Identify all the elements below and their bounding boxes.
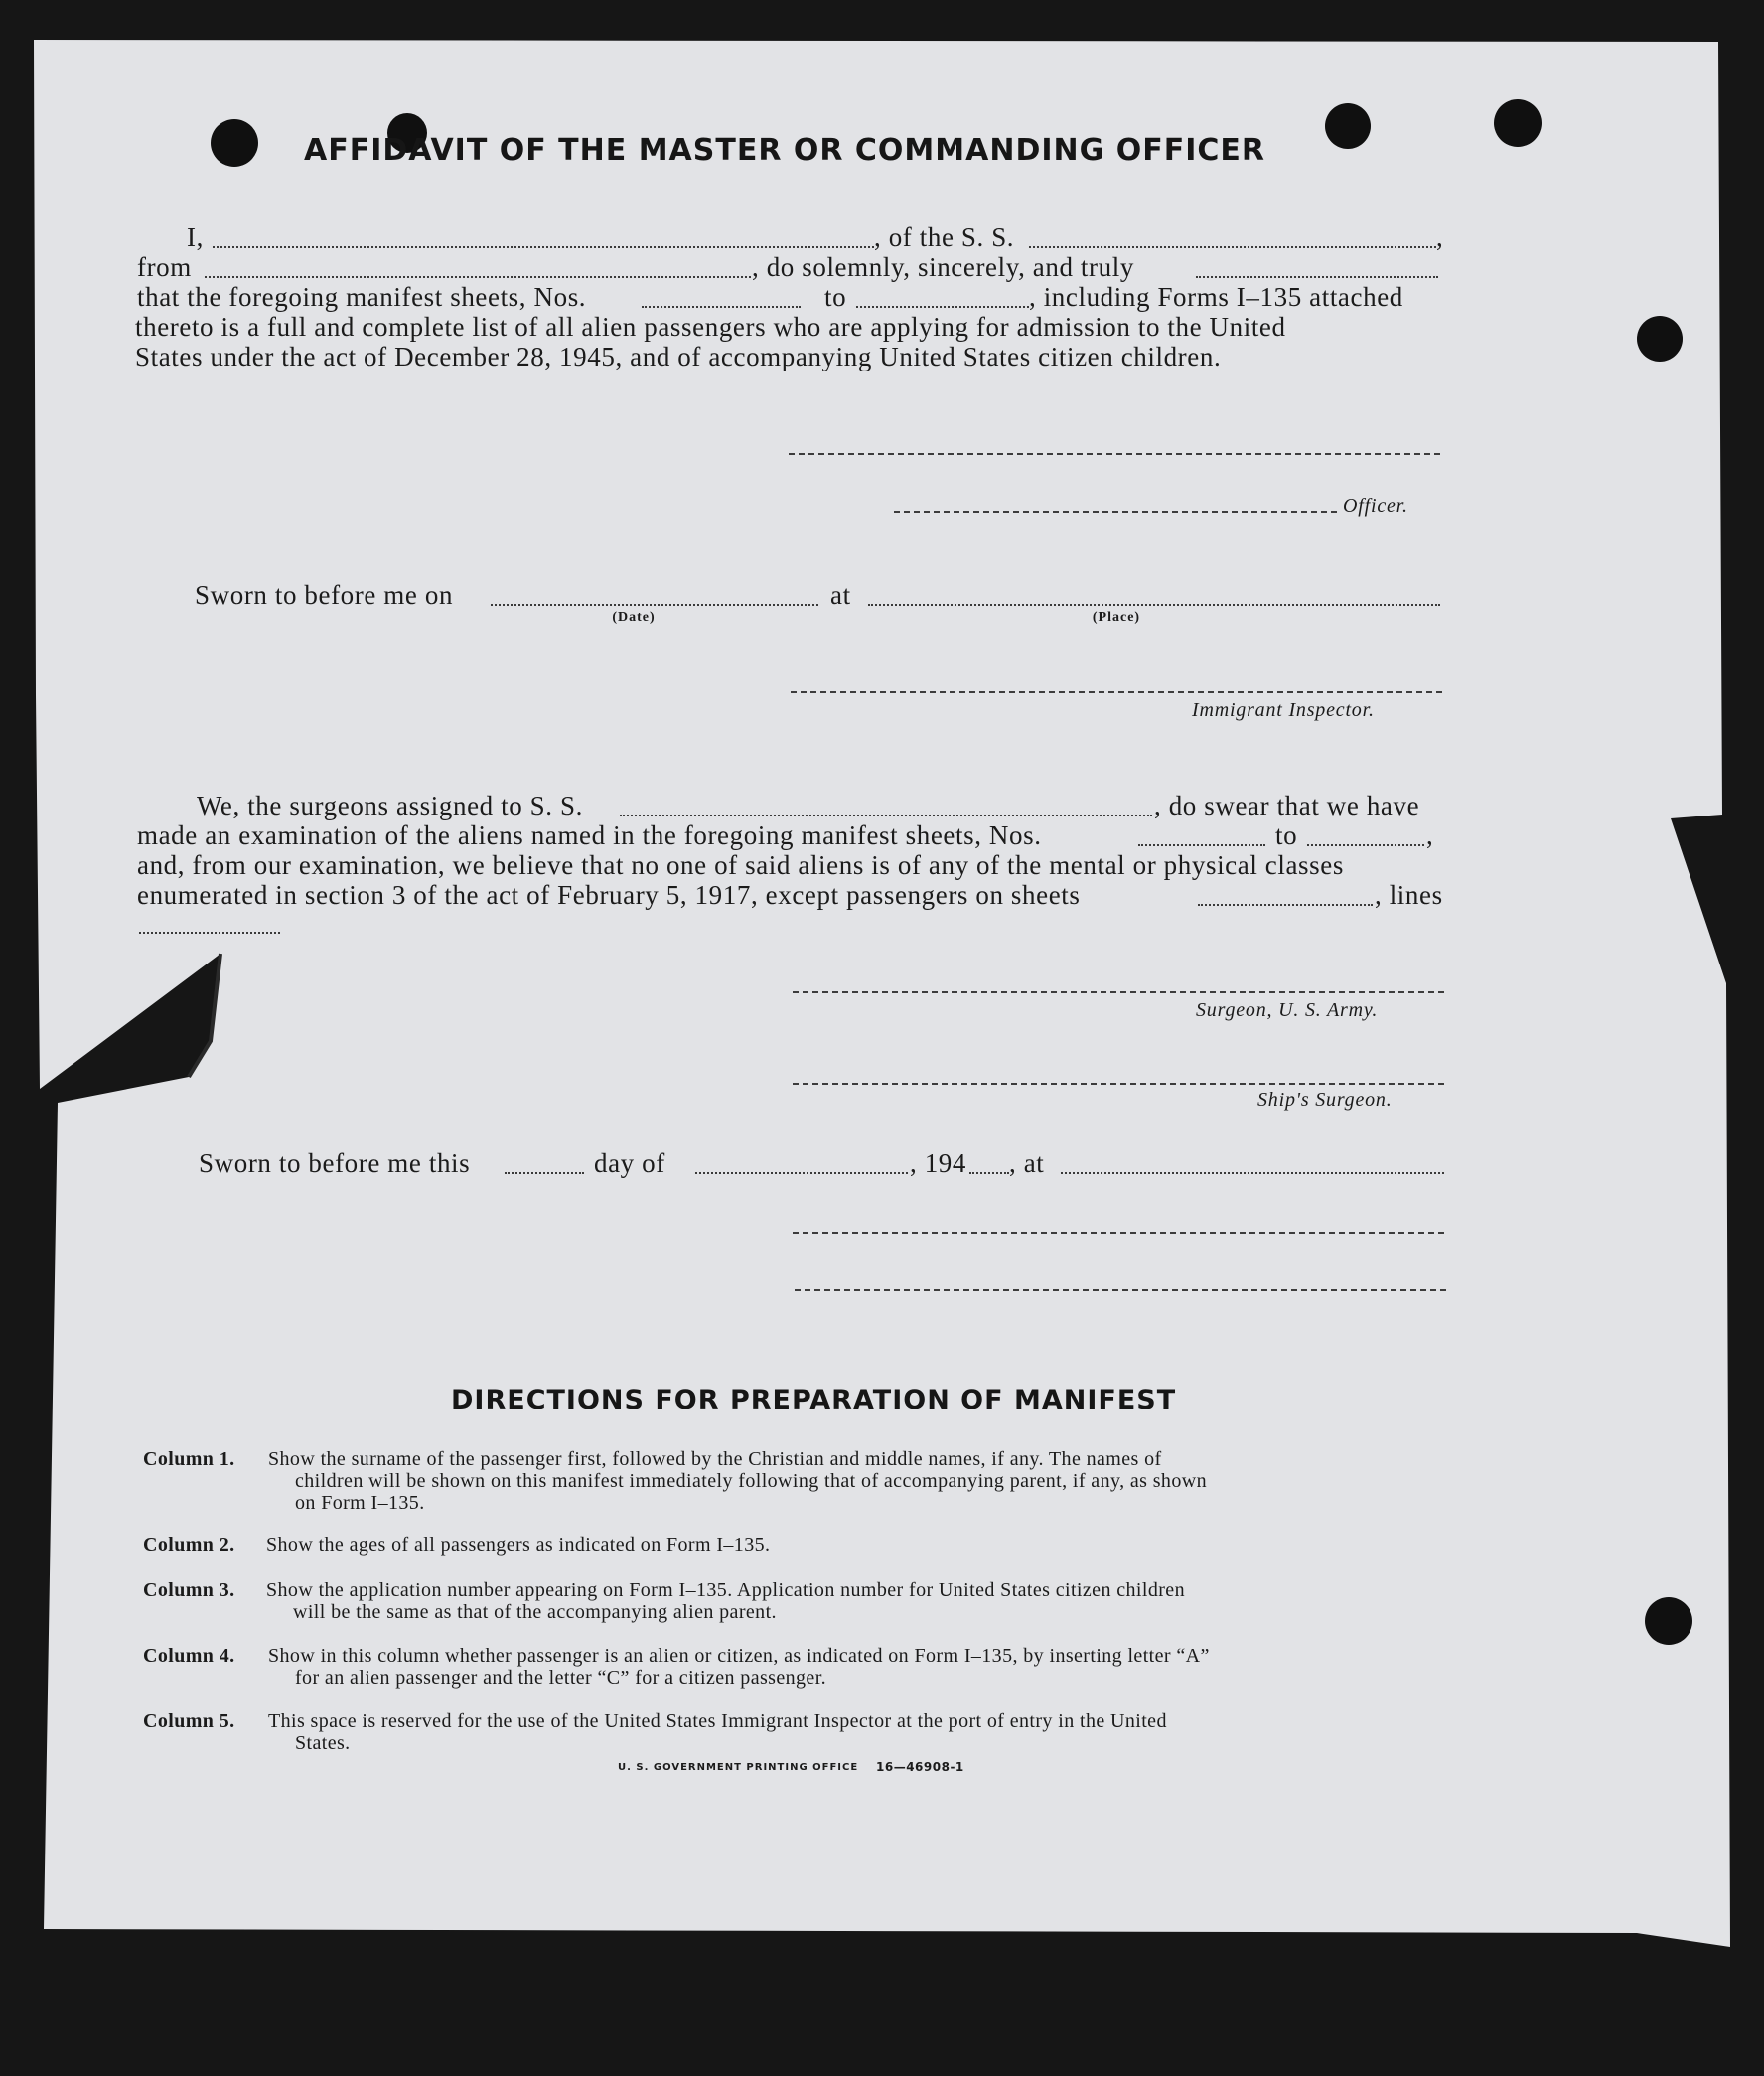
affidavit-line-3-start: that the foregoing manifest sheets, Nos. xyxy=(137,282,587,312)
surgeons-sheets-to-blank[interactable] xyxy=(1307,844,1424,846)
affidavit-line-5: States under the act of December 28, 1945, and of accompanying United States citizen children. xyxy=(135,342,1222,371)
sworn-at-label: at xyxy=(830,580,851,610)
punch-hole xyxy=(1325,103,1371,149)
affidavit-blank[interactable] xyxy=(1196,276,1438,278)
date-caption: (Date) xyxy=(612,610,656,625)
sworn-place-blank[interactable] xyxy=(868,604,1440,606)
sworn-date-blank[interactable] xyxy=(491,604,818,606)
surgeons-ship-blank[interactable] xyxy=(620,815,1152,816)
sworn-this-label: Sworn to before me this xyxy=(199,1148,471,1178)
sworn-at-place-blank[interactable] xyxy=(1061,1172,1444,1174)
ship-surgeon-label: Ship's Surgeon. xyxy=(1257,1089,1393,1111)
port-from-blank[interactable] xyxy=(205,276,751,278)
except-lines-blank[interactable] xyxy=(139,932,280,934)
direction-line: Show the application number appearing on Form I–135. Application number for United States citizen children xyxy=(266,1579,1185,1601)
master-name-blank[interactable] xyxy=(213,246,874,248)
column-5-label: Column 5. xyxy=(143,1710,235,1732)
direction-line: will be the same as that of the accompanying alien parent. xyxy=(293,1601,777,1623)
sworn-month-blank[interactable] xyxy=(695,1172,908,1174)
sworn-day-of-label: day of xyxy=(594,1148,665,1178)
direction-line: for an alien passenger and the letter “C” for a citizen passenger. xyxy=(295,1667,827,1689)
column-2-text xyxy=(266,1534,1446,1556)
official-signature-line-1[interactable] xyxy=(793,1232,1444,1234)
officer-label: Officer. xyxy=(1343,495,1408,517)
ship-surgeon-signature-line[interactable] xyxy=(793,1083,1444,1085)
column-1-text xyxy=(268,1448,1448,1514)
punch-hole xyxy=(1645,1597,1692,1645)
inspector-signature-line[interactable] xyxy=(791,691,1442,693)
official-signature-line-2[interactable] xyxy=(795,1289,1446,1291)
column-4-text xyxy=(268,1645,1448,1689)
affidavit-title: AFFIDAVIT OF THE MASTER OR COMMANDING OFFICER xyxy=(304,133,1265,168)
sworn-before-label: Sworn to before me on xyxy=(195,580,454,610)
army-surgeon-signature-line[interactable] xyxy=(793,991,1444,993)
direction-line: States. xyxy=(295,1732,351,1754)
surgeons-line-3: and, from our examination, we believe that no one of said aliens is of any of the mental or physical classes xyxy=(137,850,1344,880)
form-code: 16—46908-1 xyxy=(876,1760,964,1774)
column-1-label: Column 1. xyxy=(143,1448,235,1470)
except-sheets-blank[interactable] xyxy=(1198,904,1373,906)
directions-title: DIRECTIONS FOR PREPARATION OF MANIFEST xyxy=(451,1385,1177,1415)
manifest-sheets-to-blank[interactable] xyxy=(856,306,1029,308)
direction-line: children will be shown on this manifest immediately following that of accompanying parent, if any, as shown xyxy=(295,1470,1207,1492)
officer-signature-line-2[interactable] xyxy=(894,511,1337,513)
column-2-label: Column 2. xyxy=(143,1534,235,1556)
column-4-label: Column 4. xyxy=(143,1645,235,1667)
surgeons-line-2-to: to xyxy=(1275,820,1298,850)
officer-signature-line-1[interactable] xyxy=(789,453,1440,455)
affidavit-line-1-end: , xyxy=(1436,222,1444,252)
punch-hole xyxy=(1637,316,1683,362)
affidavit-line-1-ship: , of the S. S. xyxy=(874,222,1015,252)
affidavit-line-3-end: , including Forms I–135 attached xyxy=(1029,282,1403,312)
affidavit-line-3-to: to xyxy=(824,282,847,312)
column-3-label: Column 3. xyxy=(143,1579,235,1601)
ship-name-blank[interactable] xyxy=(1029,246,1436,248)
column-5-text xyxy=(268,1710,1448,1754)
sworn-day-blank[interactable] xyxy=(505,1172,584,1174)
sworn-at-place-label: , at xyxy=(1009,1148,1045,1178)
surgeons-line-4-start: enumerated in section 3 of the act of February 5, 1917, except passengers on sheets xyxy=(137,880,1081,910)
surgeons-line-4-end: , lines xyxy=(1375,880,1443,910)
direction-line: on Form I–135. xyxy=(295,1492,425,1514)
punch-hole xyxy=(1494,99,1542,147)
place-caption: (Place) xyxy=(1092,610,1141,625)
sworn-year-blank[interactable] xyxy=(969,1172,1009,1174)
direction-line: This space is reserved for the use of the United States Immigrant Inspector at the port of entry in the United xyxy=(268,1710,1167,1732)
direction-line: Show the surname of the passenger first, followed by the Christian and middle names, if any. The names of xyxy=(268,1448,1162,1470)
army-surgeon-label: Surgeon, U. S. Army. xyxy=(1196,999,1379,1021)
column-3-text xyxy=(266,1579,1446,1623)
surgeons-sheets-from-blank[interactable] xyxy=(1138,844,1265,846)
punch-hole xyxy=(211,119,258,167)
affidavit-line-4: thereto is a full and complete list of all alien passengers who are applying for admission to the United xyxy=(135,312,1286,342)
affidavit-line-2-text: , do solemnly, sincerely, and truly xyxy=(752,252,1134,282)
surgeons-line-1-end: , do swear that we have xyxy=(1154,791,1420,820)
direction-line: Show the ages of all passengers as indicated on Form I–135. xyxy=(266,1534,771,1556)
sworn-year-label: , 194 xyxy=(910,1148,966,1178)
surgeons-line-1-start: We, the surgeons assigned to S. S. xyxy=(197,791,583,820)
affidavit-line-1-start: I, xyxy=(187,222,204,252)
printer-imprint: U. S. GOVERNMENT PRINTING OFFICE xyxy=(618,1762,859,1773)
inspector-label: Immigrant Inspector. xyxy=(1192,699,1375,721)
direction-line: Show in this column whether passenger is an alien or citizen, as indicated on Form I–135, by inserting letter “A” xyxy=(268,1645,1210,1667)
affidavit-line-2-from: from xyxy=(137,252,192,282)
manifest-sheets-from-blank[interactable] xyxy=(642,306,801,308)
surgeons-line-2-start: made an examination of the aliens named in the foregoing manifest sheets, Nos. xyxy=(137,820,1042,850)
surgeons-line-2-end: , xyxy=(1426,820,1434,850)
